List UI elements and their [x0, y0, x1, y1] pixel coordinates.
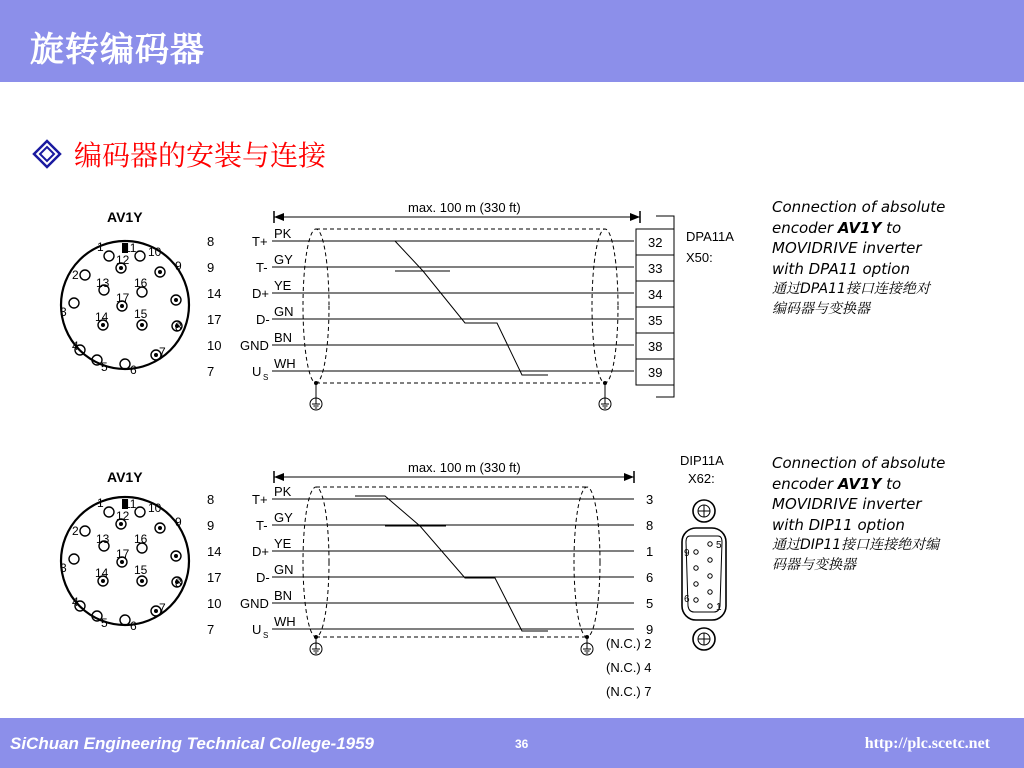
- dsub-pin-label: 9: [684, 548, 690, 559]
- pin-number: 8: [207, 492, 215, 507]
- caption-line: 码器与变换器: [772, 557, 856, 573]
- signal-label: GND: [240, 338, 269, 353]
- pin-number: 16: [134, 276, 148, 290]
- pin-number: 10: [148, 245, 162, 259]
- signal-label: T+: [252, 492, 268, 507]
- pin-number: 9: [175, 515, 182, 529]
- pin-number: 14: [95, 566, 109, 580]
- signal-label: D-: [256, 570, 270, 585]
- pin-number: 9: [207, 260, 215, 275]
- pin-number: 12: [116, 253, 130, 267]
- cable-length-label: max. 100 m (330 ft): [408, 460, 521, 475]
- terminal-number: 32: [648, 235, 663, 250]
- ground-icon: [581, 643, 593, 655]
- caption-line: 通过DIP11接口连接绝对编: [772, 537, 940, 553]
- pin-number: 8: [175, 576, 182, 590]
- caption-line: with DPA11 option: [772, 259, 910, 278]
- pin-number: 14: [95, 310, 109, 324]
- pin-number-column: [207, 492, 221, 637]
- terminal-number: 1: [646, 544, 654, 559]
- pin-number: 7: [207, 622, 215, 637]
- ground-icon: [310, 643, 322, 655]
- dsub-pin-label: 5: [716, 540, 722, 551]
- ground-icon: [599, 398, 611, 410]
- pin-number: 7: [159, 345, 166, 359]
- pin-number: 16: [134, 532, 148, 546]
- wire-color: GY: [274, 252, 293, 267]
- wire-color: WH: [274, 614, 296, 629]
- terminal-nc: (N.C.) 2: [606, 636, 652, 651]
- pin-number: 9: [175, 259, 182, 273]
- pin-number: 4: [72, 595, 79, 609]
- signal-label: D+: [252, 544, 269, 559]
- ground-symbols: [310, 635, 593, 655]
- target-label: X62:: [688, 471, 715, 486]
- signal-label: D-: [256, 312, 270, 327]
- wires: [272, 496, 634, 631]
- pin-number: 17: [116, 547, 130, 561]
- pin-number: 6: [130, 363, 137, 377]
- wire-color: PK: [274, 226, 292, 241]
- pin-number: 7: [159, 601, 166, 615]
- caption-line: Connection of absolute: [772, 454, 946, 472]
- pin-number: 1: [97, 240, 104, 254]
- terminal-numbers: [606, 492, 653, 699]
- signal-subscript: S: [263, 373, 269, 382]
- pin-number: 11: [124, 241, 137, 255]
- terminal-number: 34: [648, 287, 663, 302]
- dsub-pin-label: 1: [716, 602, 722, 613]
- pin-number: 10: [207, 596, 222, 611]
- terminal-number: 3: [646, 492, 654, 507]
- cable-length-dimension: [274, 459, 634, 483]
- terminal-number: 39: [648, 365, 663, 380]
- signal-label: T+: [252, 234, 268, 249]
- terminal-nc: (N.C.) 7: [606, 684, 652, 699]
- bottom-wiring-diagram: [60, 453, 726, 699]
- page-number: 36: [515, 737, 529, 751]
- bullet-text: 编码器的安装与连接: [74, 139, 327, 172]
- pin-number: 1: [97, 496, 104, 510]
- pin-number-column: [207, 234, 221, 379]
- ground-icon: [310, 398, 322, 410]
- wire-color-labels: [274, 226, 296, 371]
- pin-number: 15: [134, 307, 148, 321]
- ground-symbols: [310, 381, 611, 410]
- signal-label: D+: [252, 286, 269, 301]
- pin-number: 14: [207, 544, 222, 559]
- pin-number: 8: [207, 234, 215, 249]
- signal-subscript: S: [263, 631, 269, 640]
- pin-number: 2: [72, 524, 79, 538]
- pin-number: 17: [207, 570, 222, 585]
- caption-line: MOVIDRIVE inverter: [772, 495, 922, 513]
- wire-color: YE: [274, 536, 292, 551]
- connector-label: AV1Y: [107, 209, 143, 225]
- pin-number: 3: [60, 305, 67, 319]
- pin-number: 11: [124, 497, 137, 511]
- terminal-block: [636, 216, 734, 397]
- target-label: X50:: [686, 250, 713, 265]
- footer-url[interactable]: http://plc.scetc.net: [864, 735, 990, 752]
- pin-number: 12: [116, 509, 130, 523]
- footer-college: SiChuan Engineering Technical College-1959: [10, 734, 375, 753]
- signal-label: T-: [256, 518, 268, 533]
- wire-color: GN: [274, 304, 294, 319]
- caption-top: [772, 197, 1002, 319]
- terminal-number: 35: [648, 313, 663, 328]
- cable-length-dimension: [274, 199, 640, 223]
- dsub-pin-label: 6: [684, 594, 690, 605]
- terminal-number: 8: [646, 518, 654, 533]
- target-label: DPA11A: [686, 229, 734, 244]
- caption-line: Connection of absolute: [772, 198, 946, 216]
- wire-color: WH: [274, 356, 296, 371]
- signal-label: GND: [240, 596, 269, 611]
- wire-color: PK: [274, 484, 292, 499]
- pin-number: 9: [207, 518, 215, 533]
- top-wiring-diagram: [60, 199, 734, 410]
- caption-line: encoder AV1Y to: [772, 218, 902, 237]
- dsub-connector-icon: [682, 500, 726, 650]
- wire-color: BN: [274, 330, 293, 345]
- caption-line: 编码器与变换器: [772, 301, 870, 317]
- signal-column: [240, 492, 270, 640]
- pin-number: 10: [148, 501, 162, 515]
- wire-color-labels: [274, 484, 296, 629]
- pin-number: 2: [72, 268, 79, 282]
- cable-shield: [303, 229, 618, 383]
- pin-number: 5: [101, 360, 108, 374]
- pin-number: 17: [116, 291, 130, 305]
- wire-color: GN: [274, 562, 294, 577]
- pin-number: 3: [60, 561, 67, 575]
- pin-number: 17: [207, 312, 222, 327]
- caption-line: encoder AV1Y to: [772, 474, 902, 493]
- terminal-number: 38: [648, 339, 663, 354]
- wire-color: YE: [274, 278, 292, 293]
- terminal-number: 9: [646, 622, 654, 637]
- signal-label: U: [252, 364, 262, 379]
- pin-number: 5: [101, 616, 108, 630]
- pin-number: 4: [72, 339, 79, 353]
- pin-number: 8: [175, 320, 182, 334]
- caption-line: MOVIDRIVE inverter: [772, 239, 922, 257]
- pin-number: 10: [207, 338, 222, 353]
- pin-number: 13: [96, 276, 110, 290]
- terminal-number: 6: [646, 570, 654, 585]
- wire-color: GY: [274, 510, 293, 525]
- terminal-nc: (N.C.) 4: [606, 660, 652, 675]
- target-label: DIP11A: [680, 453, 724, 468]
- connector-label: AV1Y: [107, 469, 143, 485]
- slide-title: 旋转编码器: [30, 30, 205, 70]
- signal-label: T-: [256, 260, 268, 275]
- pin-number: 6: [130, 619, 137, 633]
- signal-column: [240, 234, 270, 382]
- wire-color: BN: [274, 588, 293, 603]
- pin-number: 13: [96, 532, 110, 546]
- terminal-number: 33: [648, 261, 663, 276]
- signal-label: U: [252, 622, 262, 637]
- pin-number: 14: [207, 286, 222, 301]
- pin-number: 7: [207, 364, 215, 379]
- caption-bottom: [772, 453, 1002, 575]
- cable-length-label: max. 100 m (330 ft): [408, 200, 521, 215]
- caption-line: with DIP11 option: [772, 515, 905, 534]
- pin-number: 15: [134, 563, 148, 577]
- caption-line: 通过DPA11接口连接绝对: [772, 281, 930, 297]
- terminal-number: 5: [646, 596, 654, 611]
